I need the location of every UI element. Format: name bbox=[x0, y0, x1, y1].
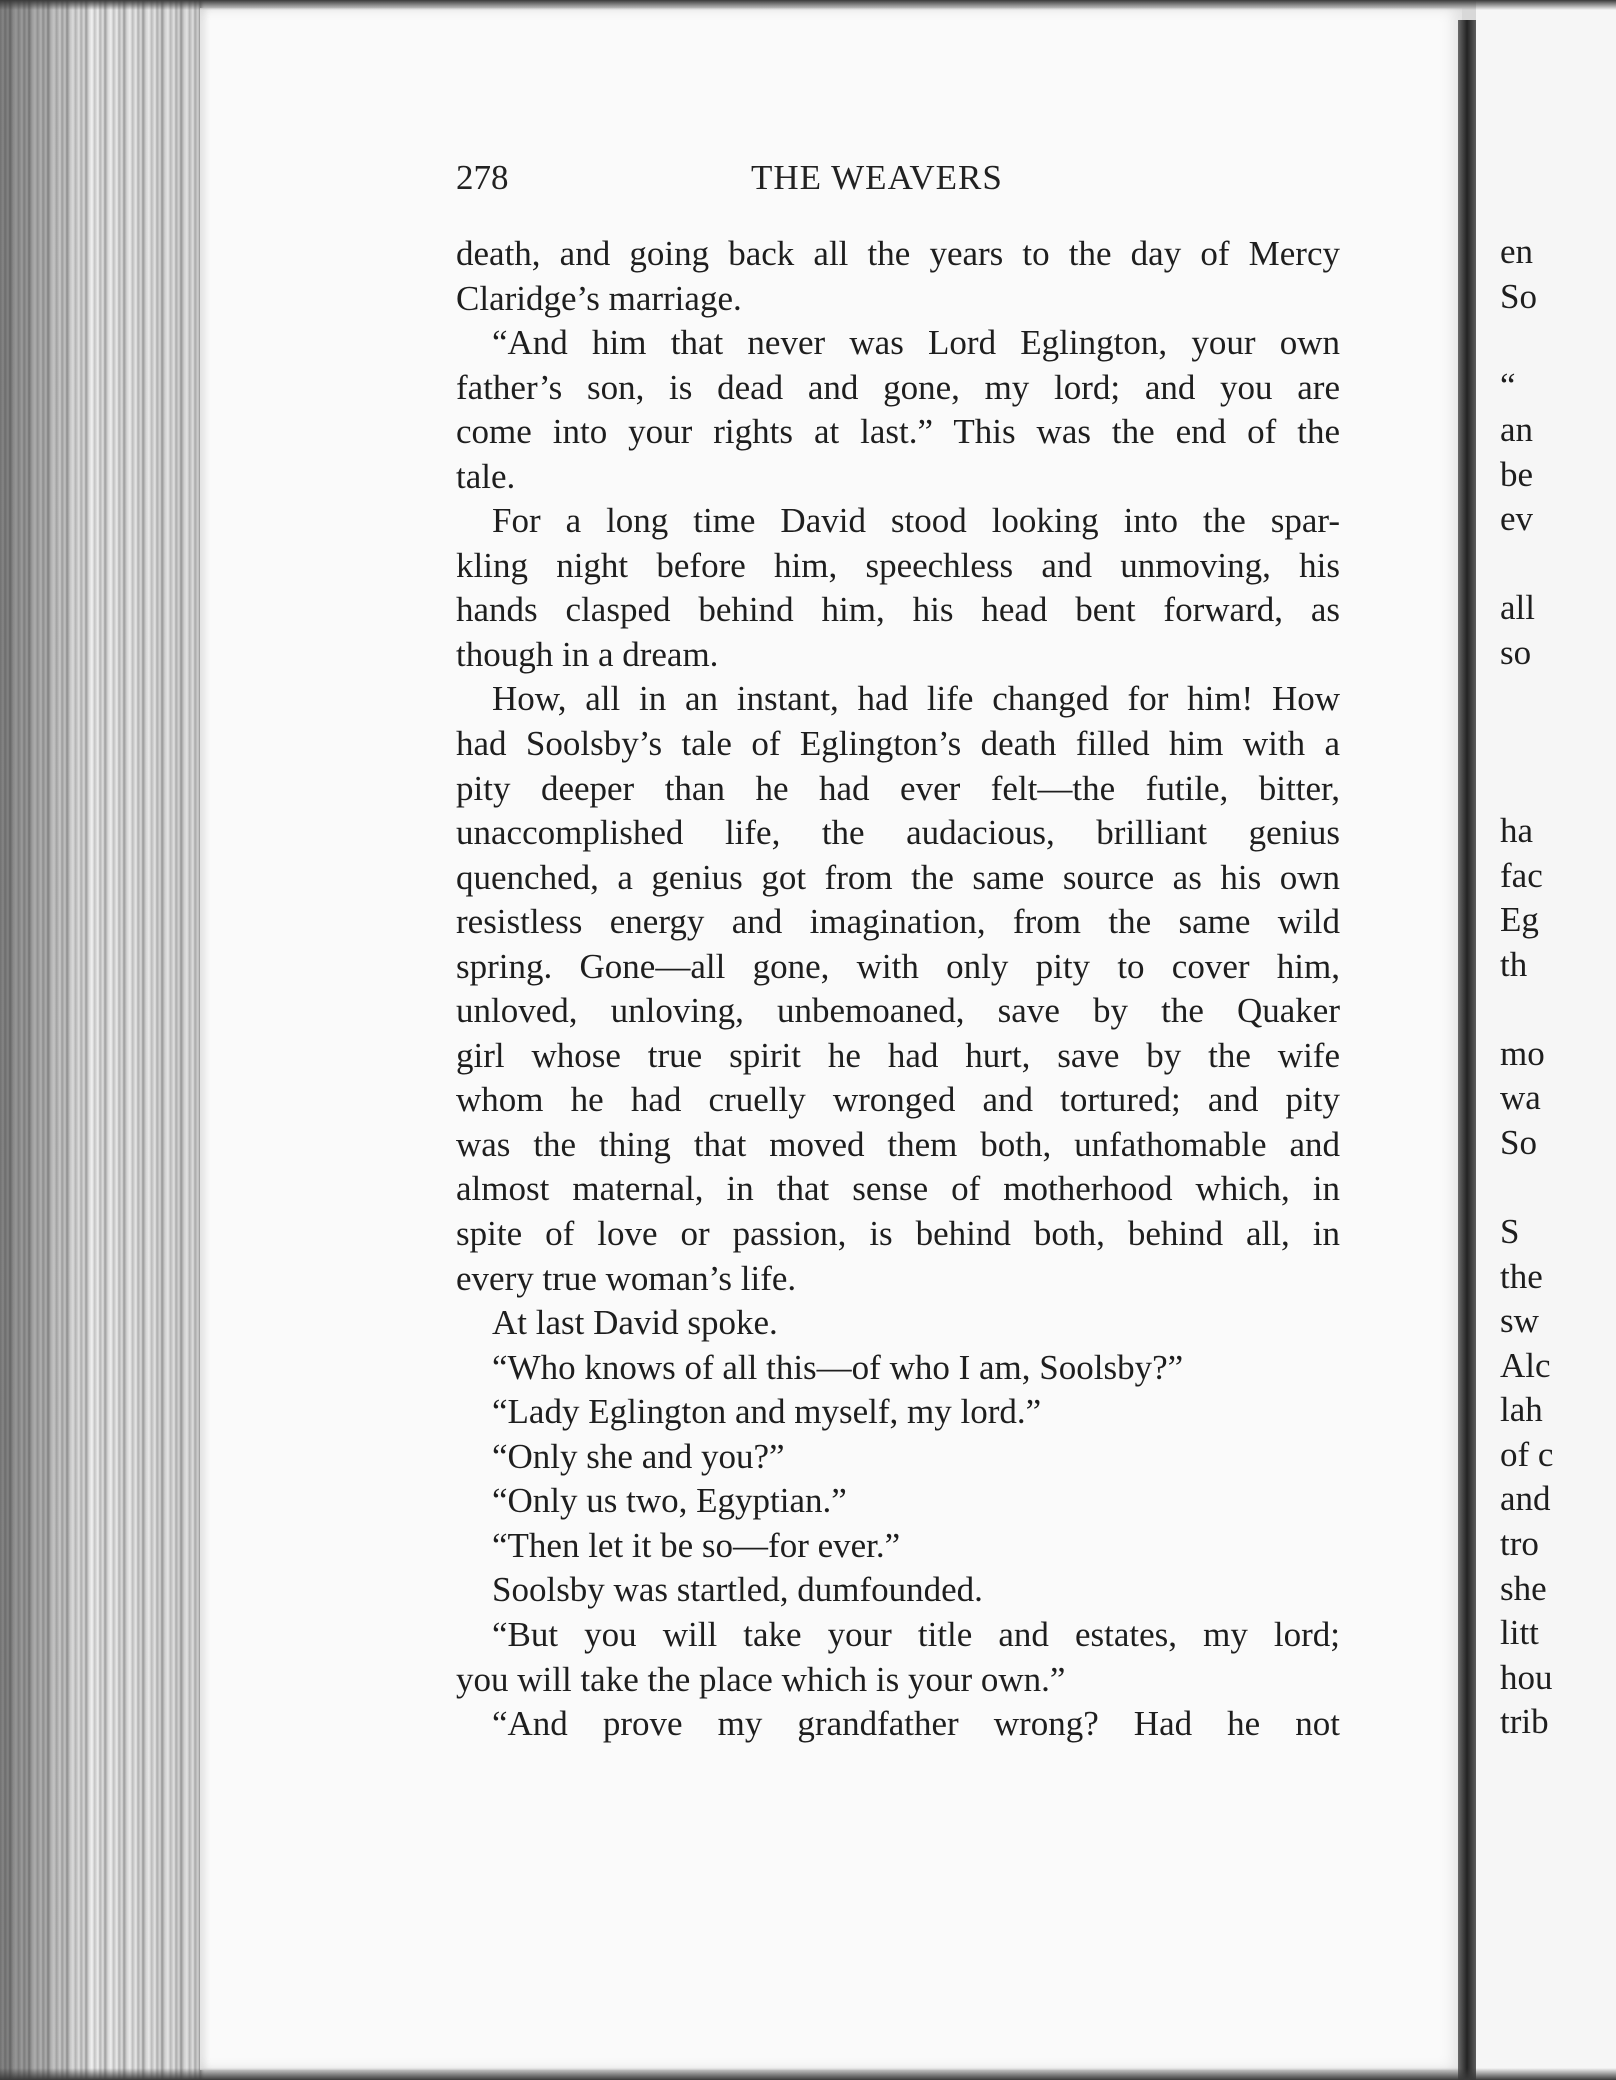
facing-page-fragment: Eg bbox=[1500, 900, 1539, 940]
text-line: “Then let it be so—for ever.” bbox=[492, 1525, 901, 1565]
facing-page-fragment: she bbox=[1500, 1568, 1547, 1608]
facing-page-fragment: the bbox=[1500, 1256, 1543, 1296]
text-line: quenched, a genius got from the same source as his own bbox=[456, 857, 1340, 897]
page-header bbox=[456, 158, 1336, 208]
facing-page-fragment: all bbox=[1500, 588, 1535, 628]
text-line: you will take the place which is your own.” bbox=[456, 1659, 1066, 1699]
text-line: whom he had cruelly wronged and tortured; and pity bbox=[456, 1080, 1340, 1120]
scan-top-shadow bbox=[0, 0, 1616, 10]
facing-page-fragment: be bbox=[1500, 454, 1534, 494]
text-line: though in a dream. bbox=[456, 634, 719, 674]
text-line: “But you will take your title and estates, my lord; bbox=[492, 1614, 1340, 1654]
facing-page-fragment: an bbox=[1500, 410, 1534, 450]
facing-page-fragment: ha bbox=[1500, 811, 1534, 851]
text-line: death, and going back all the years to the day of Mercy bbox=[456, 234, 1340, 273]
text-line: spring. Gone—all gone, with only pity to cover him, bbox=[456, 946, 1340, 986]
book-gutter bbox=[1458, 20, 1476, 2080]
text-line: come into your rights at last.” This was the end of the bbox=[456, 412, 1340, 452]
facing-page-fragment: lah bbox=[1500, 1390, 1543, 1430]
text-line: girl whose true spirit he had hurt, save by the wife bbox=[456, 1035, 1340, 1075]
right-page-edge bbox=[1476, 0, 1616, 2080]
text-line: “Only us two, Egyptian.” bbox=[492, 1481, 847, 1521]
text-line: “And him that never was Lord Eglington, your own bbox=[492, 323, 1340, 363]
facing-page-fragment: wa bbox=[1500, 1078, 1541, 1118]
text-line: resistless energy and imagination, from the same wild bbox=[456, 902, 1340, 942]
text-line: father’s son, is dead and gone, my lord; and you are bbox=[456, 367, 1340, 407]
facing-page-fragment: hou bbox=[1500, 1657, 1553, 1697]
facing-page-fragment: and bbox=[1500, 1479, 1551, 1519]
text-line: was the thing that moved them both, unfathomable and bbox=[456, 1124, 1340, 1164]
text-line: had Soolsby’s tale of Eglington’s death filled him with a bbox=[456, 724, 1340, 764]
text-line: spite of love or passion, is behind both, behind all, in bbox=[456, 1214, 1340, 1254]
facing-page-fragment: trib bbox=[1500, 1702, 1549, 1742]
facing-page-fragment: fac bbox=[1500, 855, 1543, 895]
facing-page-fragment: mo bbox=[1500, 1033, 1545, 1073]
text-line: unaccomplished life, the audacious, brilliant genius bbox=[456, 813, 1340, 853]
text-line: pity deeper than he had ever felt—the futile, bitter, bbox=[456, 768, 1340, 808]
facing-page-fragment: ev bbox=[1500, 499, 1534, 539]
facing-page-fragment: sw bbox=[1500, 1301, 1539, 1341]
text-line: almost maternal, in that sense of motherhood which, in bbox=[456, 1169, 1340, 1209]
text-line: “Who knows of all this—of who I am, Soolsby?” bbox=[492, 1347, 1184, 1387]
facing-page-fragment: Alc bbox=[1500, 1345, 1551, 1385]
text-line: hands clasped behind him, his head bent forward, as bbox=[456, 590, 1340, 630]
text-line: “Lady Eglington and myself, my lord.” bbox=[492, 1392, 1042, 1432]
facing-page-fragment: so bbox=[1500, 632, 1532, 672]
text-line: “And prove my grandfather wrong? Had he not bbox=[492, 1704, 1340, 1744]
facing-page-fragment: So bbox=[1500, 276, 1537, 316]
text-line: “Only she and you?” bbox=[492, 1436, 785, 1476]
running-title: THE WEAVERS bbox=[751, 158, 1003, 197]
text-line: every true woman’s life. bbox=[456, 1258, 797, 1298]
text-line: Claridge’s marriage. bbox=[456, 278, 742, 318]
facing-page-fragment: So bbox=[1500, 1123, 1537, 1162]
text-line: kling night before him, speechless and unmoving, his bbox=[456, 545, 1340, 585]
facing-page-fragment: “ bbox=[1500, 365, 1516, 405]
facing-page-fragment: of c bbox=[1500, 1434, 1554, 1474]
text-line: Soolsby was startled, dumfounded. bbox=[492, 1570, 983, 1610]
facing-page-fragment: litt bbox=[1500, 1613, 1539, 1653]
facing-page-fragment: tro bbox=[1500, 1523, 1539, 1563]
body-text bbox=[456, 232, 1340, 1747]
text-line: At last David spoke. bbox=[492, 1303, 778, 1343]
page-number: 278 bbox=[456, 158, 509, 197]
text-line: How, all in an instant, had life changed for him! How bbox=[492, 679, 1340, 719]
facing-page-fragment: S bbox=[1500, 1212, 1520, 1252]
text-line: For a long time David stood looking into the spar- bbox=[492, 501, 1340, 541]
facing-page-fragment: th bbox=[1500, 944, 1528, 984]
text-line: tale. bbox=[456, 456, 516, 496]
facing-page-fragment: en bbox=[1500, 232, 1534, 271]
scan-bottom-shadow bbox=[0, 2068, 1616, 2080]
text-line: unloved, unloving, unbemoaned, save by the Quaker bbox=[456, 991, 1340, 1031]
book-fore-edge bbox=[0, 0, 205, 2080]
